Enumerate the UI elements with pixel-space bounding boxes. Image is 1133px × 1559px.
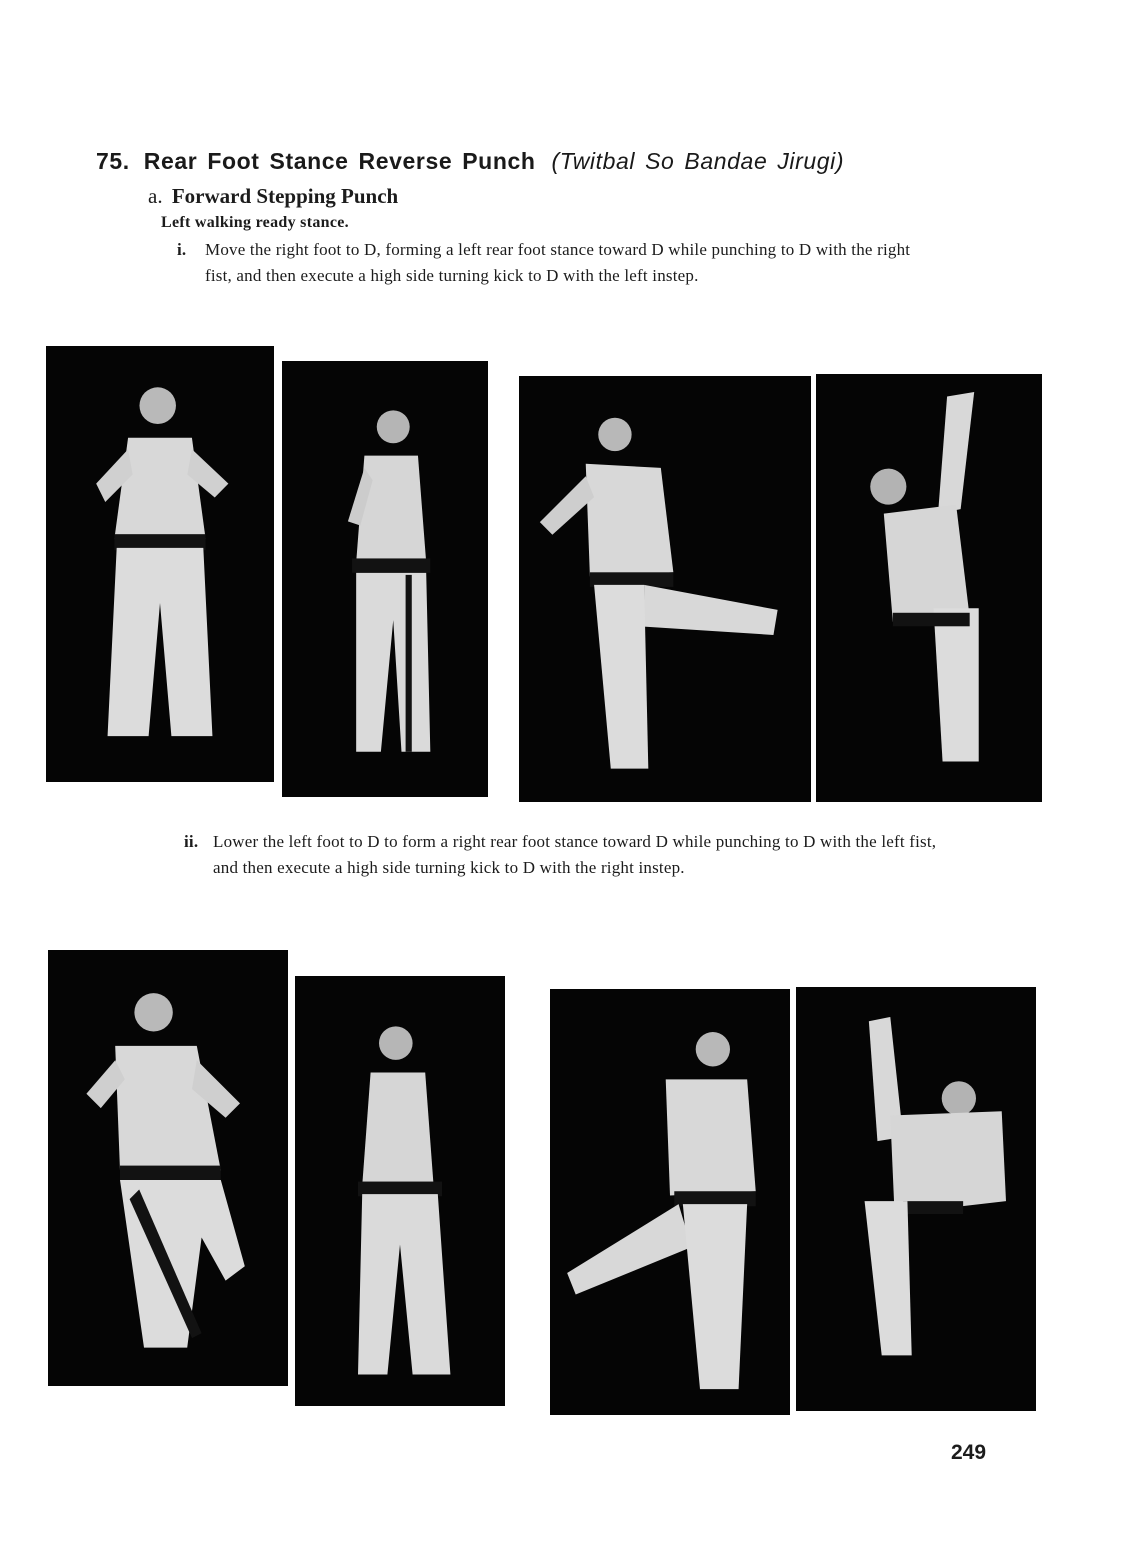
step-text: Lower the left foot to D to form a right rear foot stance toward D while punching to D with the left fist, and then execute a high side turning kick to D with the right instep. (213, 832, 937, 877)
ready-stance: Left walking ready stance. (161, 214, 349, 231)
subsection-heading (148, 184, 398, 209)
martial-artist-figure (550, 989, 790, 1415)
photo-row1-high-kick (816, 374, 1042, 802)
martial-artist-figure (46, 346, 274, 782)
page-number: 249 (951, 1441, 987, 1464)
martial-artist-figure (295, 976, 505, 1406)
photo-row2-side-view-punch (295, 976, 505, 1406)
photo-row2-stance-punch (48, 950, 288, 1386)
photo-row2-high-kick (796, 987, 1036, 1411)
martial-artist-figure (519, 376, 811, 802)
step-ii (184, 829, 944, 881)
subsection-letter: a. (148, 184, 163, 208)
martial-artist-figure (796, 987, 1036, 1411)
photo-row1-side-view-punch (282, 361, 488, 797)
martial-artist-figure (282, 361, 488, 797)
martial-artist-figure (816, 374, 1042, 802)
step-marker: ii. (184, 832, 199, 851)
section-title-text: Rear Foot Stance Reverse Punch (143, 148, 536, 174)
section-number: 75. (96, 148, 130, 174)
photo-row2-chamber-kick (550, 989, 790, 1415)
step-text: Move the right foot to D, forming a left rear foot stance toward D while punching to D with the right fist, and then execute a high side turning kick to D with the left instep. (205, 240, 911, 285)
korean-name: (Twitbal So Bandae Jirugi) (551, 148, 845, 174)
step-marker: i. (177, 240, 187, 259)
martial-artist-figure (48, 950, 288, 1386)
photo-row1-stance-punch (46, 346, 274, 782)
section-title (96, 148, 844, 175)
step-i (177, 237, 937, 289)
subsection-title: Forward Stepping Punch (171, 184, 399, 208)
photo-row1-chamber-kick (519, 376, 811, 802)
